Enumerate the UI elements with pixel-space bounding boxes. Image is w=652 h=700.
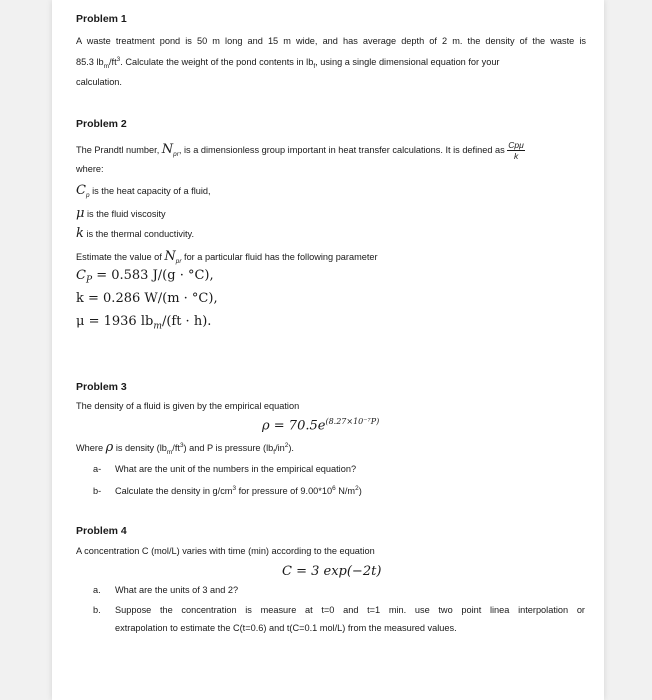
problem4-item-a: a. What are the units of 3 and 2?: [93, 585, 239, 595]
document-page: [52, 0, 604, 700]
problem3-item-a: a- What are the unit of the numbers in the empirical equation?: [93, 464, 357, 474]
problem2-intro: The Prandtl number, $N_{pr}$, is a dimensionless group important in heat transfer calculations. It is defined as $\frac{\text{Cpμ}}{k}$: [76, 140, 524, 161]
problem4-heading: Problem 4: [76, 525, 127, 537]
problem1-line1: A waste treatment pond is 50 m long and 15 m wide, and has average depth of 2 m. the density of the waste is: [76, 36, 586, 46]
problem3-item-b: b- Calculate the density in $g/cm^3$ for pressure of $9.00*10^6$ $N/m^2$): [93, 485, 362, 497]
problem1-line3: calculation.: [76, 77, 122, 87]
equation-k: k = 0.286 W/(m · °C),: [76, 291, 218, 306]
def-k: k is the thermal conductivity.: [76, 226, 195, 241]
equation-cp: $C_P = 0.583$ J/(g · °C),: [76, 268, 214, 286]
problem2-heading: Problem 2: [76, 118, 127, 130]
problem2-where: where:: [76, 164, 104, 174]
def-mu: μ is the fluid viscosity: [76, 206, 166, 221]
problem3-intro: The density of a fluid is given by the empirical equation: [76, 401, 300, 411]
concentration-equation: C = 3 exp(−2t): [282, 564, 382, 579]
problem2-estimate: Estimate the value of $N_{pr}$ for a particular fluid has the following parameter: [76, 249, 378, 265]
problem3-heading: Problem 3: [76, 381, 127, 393]
def-cp: $C_p$ is the heat capacity of a fluid,: [76, 183, 211, 199]
problem4-intro: A concentration C (mol/L) varies with time (min) according to the equation: [76, 546, 375, 556]
density-equation: $\rho = 70.5e^{(8.27\times 10^{-7}P)}$: [262, 417, 380, 434]
equation-mu: μ = 1936 $lb_m/(ft \cdot h)$.: [76, 314, 212, 332]
problem1-line2: 85.3 $lb_m/ft^3$. Calculate the weight of the pond contents in $lb_f$, using a single dimensional equation for your: [76, 56, 500, 70]
problem4-item-b: b. Suppose the concentration is measure at t=0 and t=1 min. use two point linea interpolation or extrapolation to estimate the C(t=0.6) and t(C=0.1 mol/L) from the measured values.: [93, 605, 585, 633]
prandtl-fraction: $\frac{\text{Cpμ}}{k}$: [508, 140, 524, 161]
problem1-heading: Problem 1: [76, 13, 127, 25]
problem3-where: Where ρ is density $(lb_m/ft^3)$ and P is pressure $(lb_f/in^2)$.: [76, 440, 294, 456]
